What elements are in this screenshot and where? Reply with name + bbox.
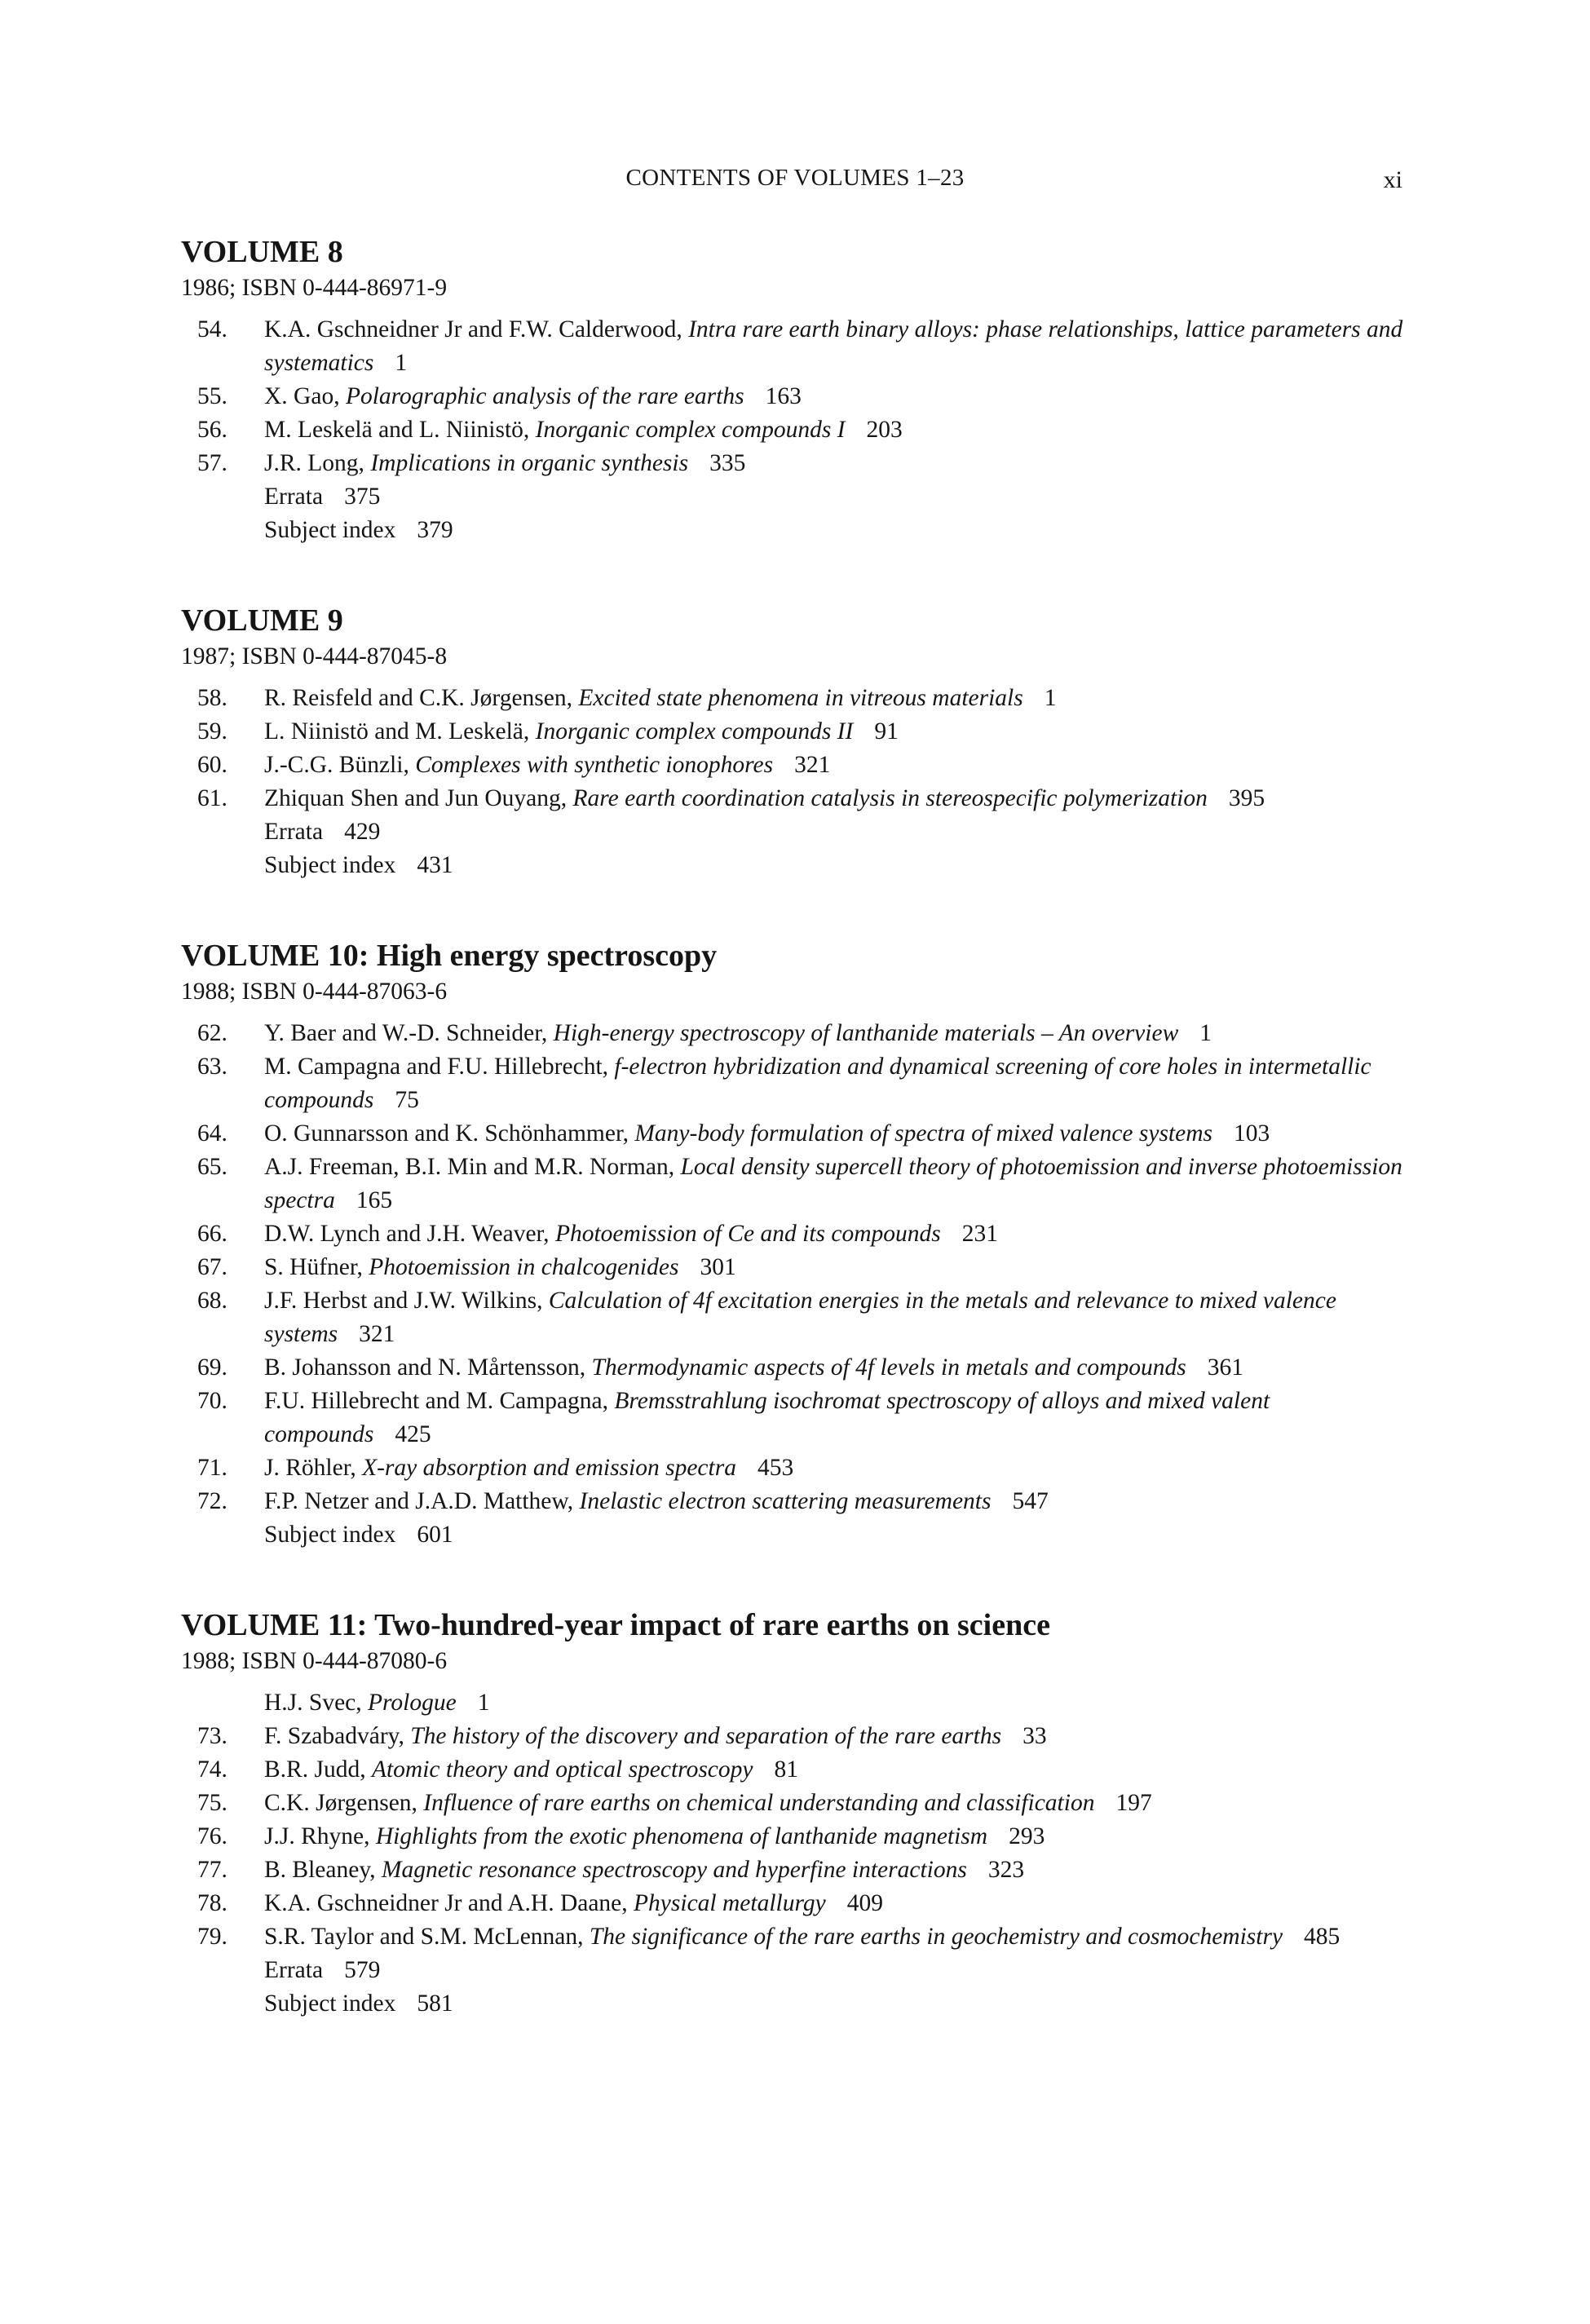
chapter-page: 91 (874, 718, 899, 744)
chapter-page: 197 (1115, 1790, 1152, 1816)
chapter-authors: B. Bleaney, (264, 1857, 376, 1883)
chapter-entry (181, 1217, 1404, 1251)
back-matter-entry (181, 815, 1404, 849)
running-head: CONTENTS OF VOLUMES 1–23 (625, 165, 965, 191)
chapter-number: 56. (197, 417, 227, 443)
chapter-title: Atomic theory and optical spectroscopy (371, 1756, 753, 1783)
chapter-title: High-energy spectroscopy of lanthanide materials – An overview (553, 1020, 1179, 1046)
chapter-title: Influence of rare earths on chemical understanding and classification (423, 1790, 1095, 1816)
chapter-number: 62. (197, 1020, 227, 1046)
chapter-entry (181, 682, 1404, 715)
chapter-page: 335 (709, 450, 746, 476)
volume-title: VOLUME 11: Two-hundred-year impact of rare earths on science (181, 1608, 1050, 1642)
chapter-authors: J.J. Rhyne, (264, 1823, 370, 1849)
chapter-entry (181, 1887, 1404, 1920)
volume-title: VOLUME 8 (181, 235, 343, 269)
chapter-number: 70. (197, 1388, 227, 1414)
chapter-entry (181, 380, 1404, 413)
chapter-entry (181, 1820, 1404, 1853)
chapter-page: 203 (866, 417, 903, 443)
chapter-page: 1 (1199, 1020, 1212, 1046)
chapter-title: The history of the discovery and separation of the rare earths (410, 1723, 1002, 1749)
back-matter-label: Subject index (264, 1990, 396, 2017)
chapter-title: Polarographic analysis of the rare earths (345, 383, 744, 409)
chapter-title: Magnetic resonance spectroscopy and hyperfine interactions (381, 1857, 967, 1883)
chapter-title: Photoemission of Ce and its compounds (554, 1221, 941, 1247)
chapter-authors: H.J. Svec, (264, 1690, 362, 1716)
chapter-number: 54. (197, 316, 227, 342)
page-header (0, 161, 1590, 197)
volume-title: VOLUME 9 (181, 603, 343, 638)
chapter-number: 57. (197, 450, 227, 476)
chapter-entry (181, 1251, 1404, 1284)
chapter-page: 425 (395, 1421, 431, 1447)
chapter-authors: J.R. Long, (264, 450, 364, 476)
chapter-authors: L. Niinistö and M. Leskelä, (264, 718, 530, 744)
chapter-page: 1 (477, 1690, 490, 1716)
chapter-entry (181, 313, 1404, 380)
back-matter-entry (181, 849, 1404, 882)
chapter-page: 323 (987, 1857, 1025, 1883)
chapter-page: 321 (359, 1321, 395, 1347)
chapter-entry (181, 1720, 1404, 1753)
chapter-authors: F. Szabadváry, (264, 1723, 404, 1749)
back-matter-entry (181, 1954, 1404, 1987)
contents-list (181, 232, 1404, 2021)
chapter-title: Inelastic electron scattering measurements (579, 1488, 992, 1514)
chapter-page: 361 (1207, 1354, 1243, 1381)
chapter-number: 74. (197, 1756, 227, 1783)
chapter-entry (181, 1787, 1404, 1820)
chapter-number: 68. (197, 1288, 227, 1314)
chapter-authors: A.J. Freeman, B.I. Min and M.R. Norman, (264, 1154, 675, 1180)
chapter-entry (181, 749, 1404, 782)
chapter-number: 60. (197, 752, 227, 778)
chapter-page: 321 (794, 752, 831, 778)
volume-isbn: 1988; ISBN 0-444-87063-6 (181, 979, 448, 1005)
chapter-number: 77. (197, 1857, 227, 1883)
chapter-authors: S. Hüfner, (264, 1254, 363, 1280)
chapter-entry (181, 1920, 1404, 1954)
back-matter-entry (181, 514, 1404, 547)
chapter-page: 75 (395, 1087, 419, 1113)
volume-section (181, 936, 1404, 1552)
chapter-page: 409 (846, 1890, 883, 1916)
chapter-page: 1 (1044, 685, 1057, 711)
chapter-title: X-ray absorption and emission spectra (362, 1455, 736, 1481)
chapter-title: Implications in organic synthesis (370, 450, 689, 476)
chapter-number: 58. (197, 685, 227, 711)
chapter-number: 75. (197, 1790, 227, 1816)
chapter-page: 103 (1234, 1120, 1270, 1147)
chapter-number: 78. (197, 1890, 227, 1916)
chapter-number: 67. (197, 1254, 227, 1280)
chapter-number: 71. (197, 1455, 227, 1481)
chapter-title: Rare earth coordination catalysis in stereospecific polymerization (572, 785, 1208, 811)
chapter-entry (181, 715, 1404, 749)
chapter-number: 55. (197, 383, 227, 409)
chapter-entry (181, 447, 1404, 480)
chapter-authors: C.K. Jørgensen, (264, 1790, 417, 1816)
chapter-entry (181, 1017, 1404, 1050)
chapter-title: Highlights from the exotic phenomena of lanthanide magnetism (375, 1823, 988, 1849)
chapter-authors: J. Röhler, (264, 1455, 356, 1481)
chapter-page: 293 (1009, 1823, 1045, 1849)
chapter-number: 79. (197, 1924, 227, 1950)
chapter-title: Intra rare earth binary alloys: phase relationships, lattice parameters and systematics (264, 316, 1403, 376)
chapter-authors: K.A. Gschneidner Jr and A.H. Daane, (264, 1890, 628, 1916)
chapter-entry (181, 1385, 1404, 1451)
chapter-page: 81 (774, 1756, 798, 1783)
back-matter-entry (181, 480, 1404, 514)
chapter-entry (181, 1853, 1404, 1887)
chapter-number: 66. (197, 1221, 227, 1247)
volume-isbn: 1988; ISBN 0-444-87080-6 (181, 1648, 448, 1674)
chapter-page: 485 (1304, 1924, 1340, 1950)
chapter-number: 65. (197, 1154, 227, 1180)
chapter-entry (181, 1485, 1404, 1518)
chapter-authors: F.U. Hillebrecht and M. Campagna, (264, 1388, 609, 1414)
chapter-authors: D.W. Lynch and J.H. Weaver, (264, 1221, 550, 1247)
chapter-number: 72. (197, 1488, 227, 1514)
chapter-title: Thermodynamic aspects of 4f levels in metals and compounds (591, 1354, 1186, 1381)
chapter-number: 73. (197, 1723, 227, 1749)
chapter-number: 76. (197, 1823, 227, 1849)
chapter-authors: M. Campagna and F.U. Hillebrecht, (264, 1054, 609, 1080)
back-matter-page: 375 (344, 484, 381, 510)
volume-title: VOLUME 10: High energy spectroscopy (181, 939, 718, 973)
chapter-authors: R. Reisfeld and C.K. Jørgensen, (264, 685, 572, 711)
chapter-authors: J.-C.G. Bünzli, (264, 752, 409, 778)
chapter-page: 1 (395, 350, 408, 376)
chapter-number: 61. (197, 785, 227, 811)
chapter-page: 547 (1012, 1488, 1049, 1514)
chapter-page: 301 (700, 1254, 736, 1280)
chapter-title: Inorganic complex compounds I (535, 417, 846, 443)
back-matter-page: 431 (417, 852, 453, 878)
volume-section (181, 1606, 1404, 2021)
back-matter-entry (181, 1987, 1404, 2021)
back-matter-page: 579 (344, 1957, 381, 1983)
chapter-authors: F.P. Netzer and J.A.D. Matthew, (264, 1488, 574, 1514)
chapter-title: Complexes with synthetic ionophores (415, 752, 774, 778)
chapter-number: 63. (197, 1054, 227, 1080)
chapter-page: 231 (961, 1221, 998, 1247)
chapter-entry (181, 1451, 1404, 1485)
chapter-entry (181, 782, 1404, 815)
page-number: xi (1383, 166, 1402, 193)
chapter-entry (181, 1151, 1404, 1217)
volume-section (181, 232, 1404, 547)
back-matter-page: 581 (417, 1990, 453, 2017)
chapter-page: 395 (1228, 785, 1265, 811)
chapter-authors: O. Gunnarsson and K. Schönhammer, (264, 1120, 629, 1147)
chapter-authors: Y. Baer and W.-D. Schneider, (264, 1020, 548, 1046)
back-matter-page: 379 (417, 517, 453, 543)
chapter-title: Many-body formulation of spectra of mixed valence systems (634, 1120, 1213, 1147)
chapter-entry (181, 1117, 1404, 1151)
chapter-entry (181, 1686, 1404, 1720)
back-matter-label: Errata (264, 484, 324, 510)
chapter-authors: B. Johansson and N. Mårtensson, (264, 1354, 586, 1381)
volume-section (181, 601, 1404, 882)
chapter-entry (181, 413, 1404, 447)
back-matter-page: 601 (417, 1522, 453, 1548)
chapter-entry (181, 1284, 1404, 1351)
volume-isbn: 1987; ISBN 0-444-87045-8 (181, 643, 448, 669)
back-matter-entry (181, 1518, 1404, 1552)
chapter-page: 165 (356, 1187, 393, 1213)
chapter-number: 59. (197, 718, 227, 744)
back-matter-label: Subject index (264, 1522, 396, 1548)
chapter-title: Physical metallurgy (634, 1890, 826, 1916)
chapter-title: Local density supercell theory of photoemission and inverse photoemission spectra (264, 1154, 1402, 1213)
back-matter-label: Errata (264, 819, 324, 845)
chapter-title: Prologue (368, 1690, 457, 1716)
chapter-title: Inorganic complex compounds II (535, 718, 854, 744)
chapter-authors: S.R. Taylor and S.M. McLennan, (264, 1924, 584, 1950)
chapter-title: Excited state phenomena in vitreous materials (578, 685, 1023, 711)
back-matter-label: Subject index (264, 517, 396, 543)
chapter-page: 163 (765, 383, 802, 409)
back-matter-label: Subject index (264, 852, 396, 878)
chapter-entry (181, 1351, 1404, 1385)
volume-isbn: 1986; ISBN 0-444-86971-9 (181, 275, 448, 301)
back-matter-label: Errata (264, 1957, 324, 1983)
chapter-entry (181, 1753, 1404, 1787)
chapter-authors: Zhiquan Shen and Jun Ouyang, (264, 785, 568, 811)
chapter-title: The significance of the rare earths in geochemistry and cosmochemistry (589, 1924, 1283, 1950)
chapter-title: Photoemission in chalcogenides (369, 1254, 679, 1280)
chapter-number: 69. (197, 1354, 227, 1381)
chapter-page: 453 (757, 1455, 794, 1481)
chapter-number: 64. (197, 1120, 227, 1147)
chapter-authors: B.R. Judd, (264, 1756, 366, 1783)
chapter-authors: J.F. Herbst and J.W. Wilkins, (264, 1288, 543, 1314)
chapter-authors: M. Leskelä and L. Niinistö, (264, 417, 530, 443)
chapter-title: Calculation of 4f excitation energies in the metals and relevance to mixed valence systems (264, 1288, 1336, 1347)
chapter-title: Bremsstrahlung isochromat spectroscopy of alloys and mixed valent compounds (264, 1388, 1270, 1447)
chapter-authors: X. Gao, (264, 383, 340, 409)
chapter-entry (181, 1050, 1404, 1117)
chapter-authors: K.A. Gschneidner Jr and F.W. Calderwood, (264, 316, 682, 342)
back-matter-page: 429 (344, 819, 381, 845)
chapter-title: f-electron hybridization and dynamical screening of core holes in intermetallic compounds (264, 1054, 1371, 1113)
chapter-page: 33 (1022, 1723, 1047, 1749)
